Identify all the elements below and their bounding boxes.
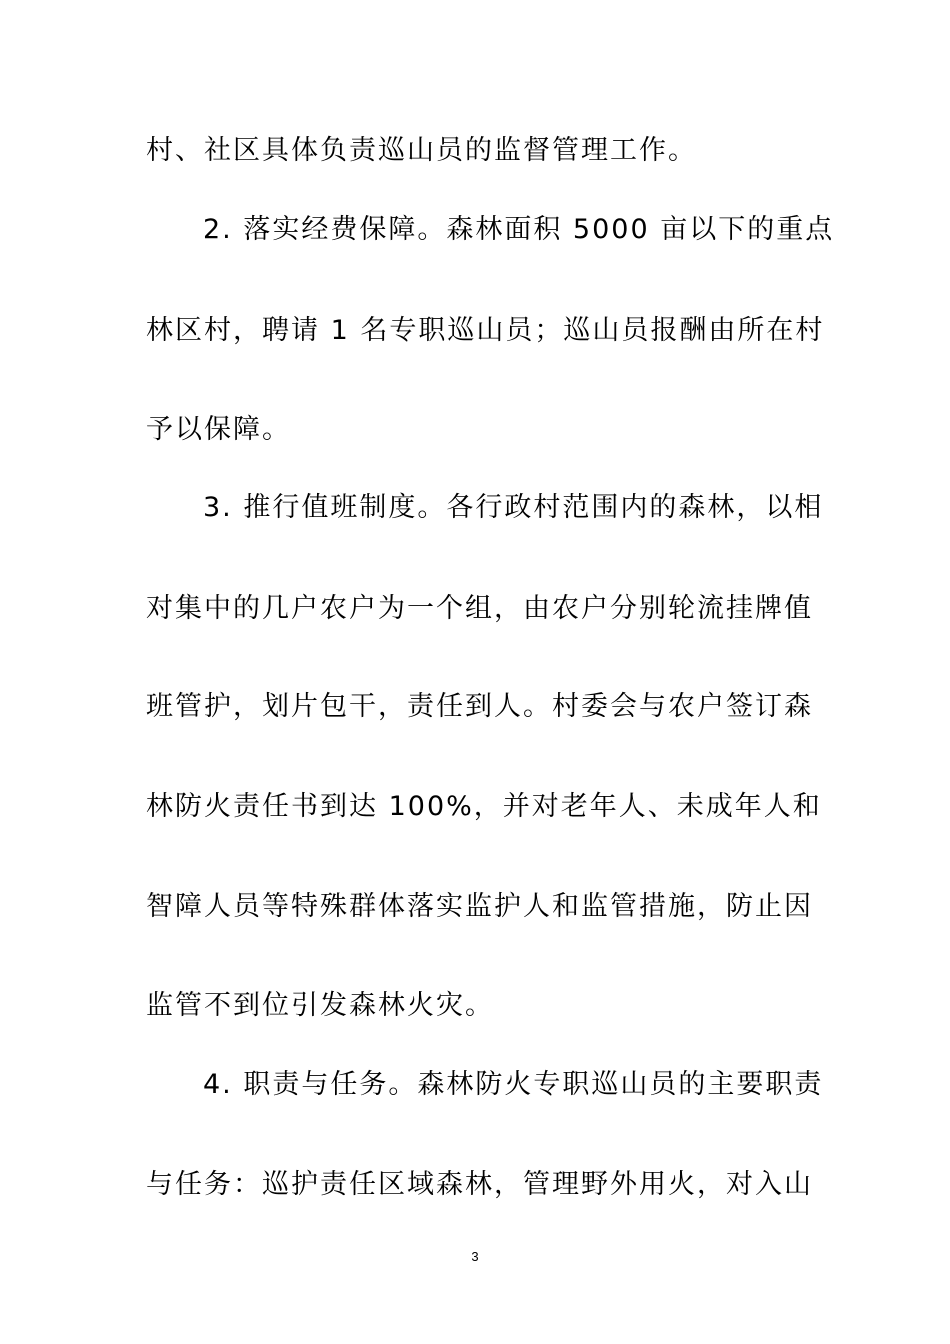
text-line-12: 与任务：巡护责任区域森林，管理野外用火，对入山 [146, 1169, 813, 1200]
text-line-7: 班管护，划片包干，责任到人。村委会与农户签订森 [146, 691, 813, 722]
text-line-8: 林防火责任书到达 100%，并对老年人、未成年人和 [146, 791, 822, 822]
text-line-10: 监管不到位引发森林火灾。 [146, 990, 494, 1021]
text-line-11: 4. 职责与任务。森林防火专职巡山员的主要职责 [203, 1069, 824, 1100]
text-line-5: 3. 推行值班制度。各行政村范围内的森林，以相 [203, 492, 824, 523]
text-line-9: 智障人员等特殊群体落实监护人和监管措施，防止因 [146, 891, 813, 922]
text-line-4: 予以保障。 [146, 414, 291, 445]
text-line-3: 林区村，聘请 1 名专职巡山员；巡山员报酬由所在村 [146, 315, 825, 346]
text-line-1: 村、社区具体负责巡山员的监督管理工作。 [146, 135, 697, 166]
text-line-6: 对集中的几户农户为一个组，由农户分别轮流挂牌值 [146, 593, 813, 624]
page-number: 3 [471, 1249, 479, 1264]
text-line-2: 2. 落实经费保障。森林面积 5000 亩以下的重点 [203, 214, 835, 245]
